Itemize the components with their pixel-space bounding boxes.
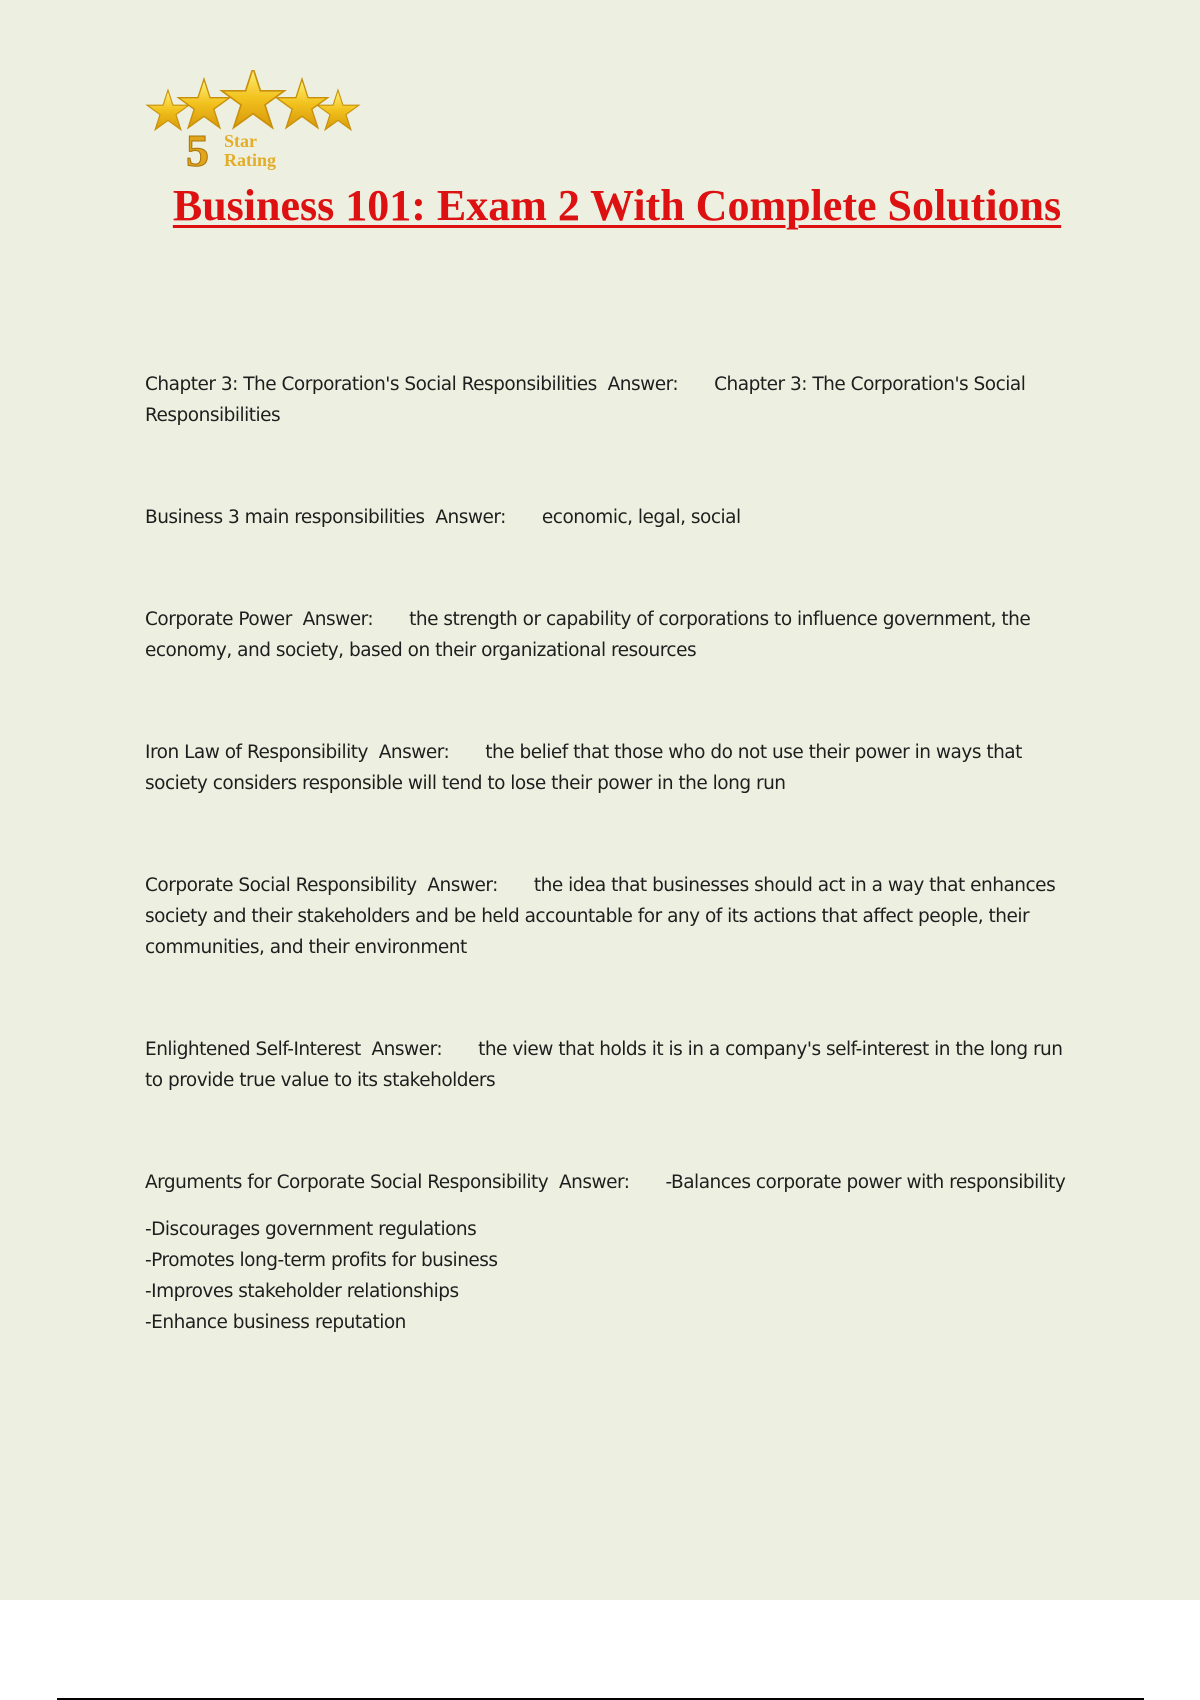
answer-label: Answer: <box>427 875 498 896</box>
term: Corporate Social Responsibility <box>145 875 417 896</box>
flashcard-list <box>145 369 1075 1409</box>
five-star-rating-logo <box>142 70 362 172</box>
flashcard <box>145 870 1075 963</box>
document-title: Business 101: Exam 2 With Complete Solutions <box>172 181 1062 230</box>
flashcard-text <box>145 870 1075 963</box>
flashcard <box>145 369 1075 431</box>
answer: economic, legal, social <box>541 507 741 528</box>
logo-star-word: Star <box>224 131 257 151</box>
term: Arguments for Corporate Social Responsibility <box>145 1172 549 1193</box>
flashcard <box>145 604 1075 666</box>
answer-bullet: -Improves stakeholder relationships <box>145 1281 459 1302</box>
five-star-rating-icon <box>142 70 362 172</box>
answer-bullet: -Enhance business reputation <box>145 1312 406 1333</box>
answer-label: Answer: <box>558 1172 630 1193</box>
answer-label: Answer: <box>371 1039 443 1060</box>
term: Business 3 main responsibilities <box>145 507 425 528</box>
answer-label: Answer: <box>378 742 450 763</box>
flashcard-text <box>145 1167 1075 1198</box>
flashcard-text <box>145 737 1075 799</box>
term: Corporate Power <box>145 609 292 630</box>
flashcard <box>145 502 1075 533</box>
star-icon <box>222 70 285 128</box>
flashcard <box>145 737 1075 799</box>
star-icon <box>178 79 229 128</box>
answer: the idea that businesses should act in a way that enhances society and their stakeholders and be held accountable for any of its actions that affect people, their communities, and their environment <box>145 875 1056 958</box>
star-icon <box>147 90 189 130</box>
answer-label: Answer: <box>435 507 506 528</box>
term: Chapter 3: The Corporation's Social Responsibilities <box>145 374 597 395</box>
answer: -Balances corporate power with responsibility <box>665 1172 1066 1193</box>
flashcard-text <box>145 369 1075 431</box>
answer: the strength or capability of corporations to influence government, the economy, and society, based on their organizational resources <box>145 609 1031 661</box>
answer: the belief that those who do not use their power in ways that society considers responsible will tend to lose their power in the long run <box>145 742 1022 794</box>
term: Enlightened Self-Interest <box>145 1039 361 1060</box>
answer-bullet: -Promotes long-term profits for business <box>145 1250 498 1271</box>
answer-label: Answer: <box>607 374 679 395</box>
answer: Chapter 3: The Corporation's Social Responsibilities <box>145 374 1026 426</box>
answer-bullet-list <box>145 1214 1075 1338</box>
logo-five: 5 <box>186 125 209 172</box>
answer: the view that holds it is in a company's self-interest in the long run to provide true value to its stakeholders <box>145 1039 1063 1091</box>
answer-bullet: -Discourages government regulations <box>145 1219 477 1240</box>
term: Iron Law of Responsibility <box>145 742 368 763</box>
flashcard-text <box>145 1034 1075 1096</box>
flashcard-text <box>145 502 1075 533</box>
star-icon <box>276 79 327 128</box>
logo-rating-word: Rating <box>224 150 277 170</box>
flashcard-text <box>145 604 1075 666</box>
star-icon <box>317 90 359 130</box>
answer-label: Answer: <box>302 609 374 630</box>
flashcard <box>145 1034 1075 1096</box>
flashcard <box>145 1167 1075 1338</box>
